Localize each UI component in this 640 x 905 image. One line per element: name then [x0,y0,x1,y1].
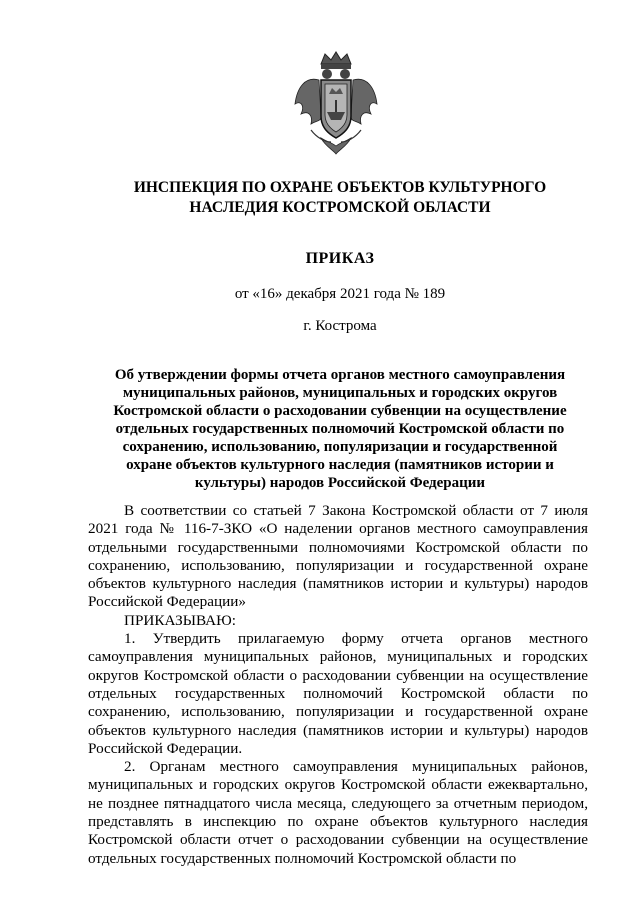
coat-of-arms-emblem [291,50,381,160]
order-item-2: 2. Органам местного самоуправления муниципальных районов, муниципальных и городских округов Костромской области ежеквартально, не позднее пятнадцатого числа месяца, следующего за отчетным периодом, представлять в инспекцию по охране объектов культурного наследия Костромской области отчет о расходовании субвенции на осуществление отдельных государственных полномочий Костромской области по [88,758,588,867]
organization-title: ИНСПЕКЦИЯ ПО ОХРАНЕ ОБЪЕКТОВ КУЛЬТУРНОГО НАСЛЕДИЯ КОСТРОМСКОЙ ОБЛАСТИ [133,179,547,216]
order-subject: Об утверждении формы отчета органов местного самоуправления муниципальных районов, муниципальных и городских округов Костромской области о расходовании субвенции на осуществление отдельных государственных полномочий Костромской области по сохранению, использованию, популяризации и государственной охране объектов культурного наследия (памятников истории и культуры) народов Российской Федерации [113,367,567,491]
order-title: ПРИКАЗ [305,250,375,267]
order-item-1: 1. Утвердить прилагаемую форму отчета органов местного самоуправления муниципальных районов, муниципальных и городских округов Костромской области о расходовании субвенции на осуществление отдельных государственных полномочий Костромской области по сохранению, использованию, популяризации и государственной охране объектов культурного наследия (памятников истории и культуры) народов Российской Федерации. [88,630,588,757]
preamble-paragraph: В соответствии со статьей 7 Закона Костромской области от 7 июля 2021 года № 116-7-ЗКО «О наделении органов местного самоуправления отдельными государственными полномочиями Костромской области по сохранению, использованию, популяризации и государственной охране объектов культурного наследия (памятников истории и культуры) народов Российской Федерации» [88,502,588,611]
decree-word: ПРИКАЗЫВАЮ: [124,611,236,629]
order-date-number: от «16» декабря 2021 года № 189 [234,286,446,302]
document-body [88,502,588,868]
order-city: г. Кострома [303,318,377,334]
